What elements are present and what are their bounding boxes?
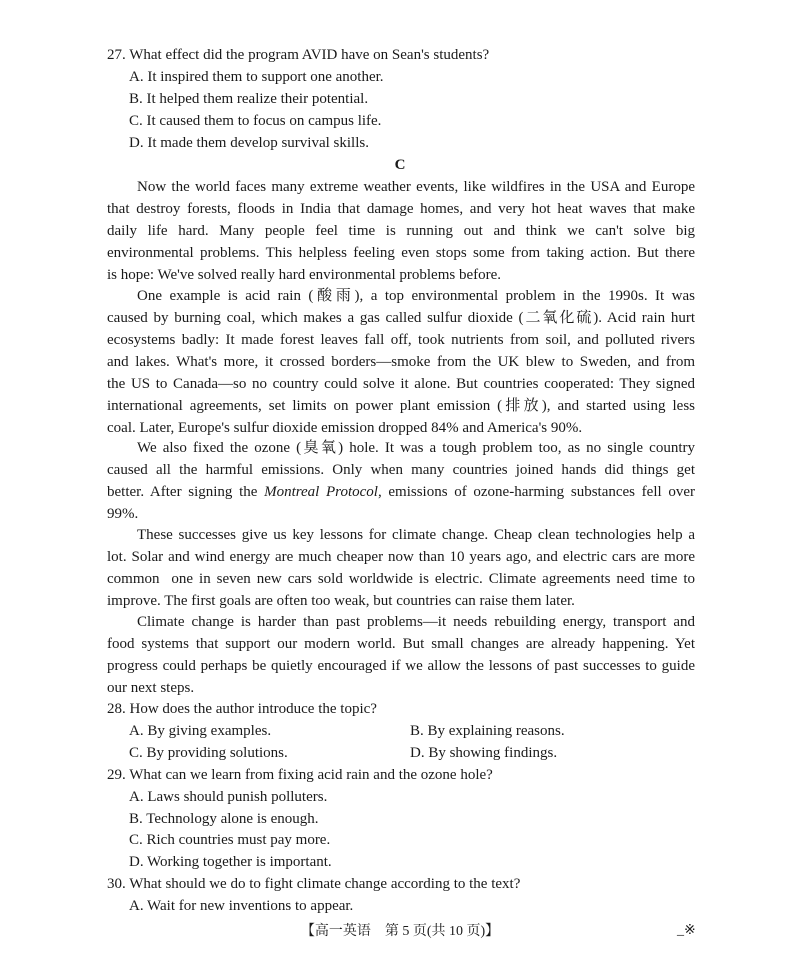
passage-line: lot. Solar and wind energy are much cheaper now than 10 years ago, and electric cars are more bbox=[107, 549, 695, 565]
protocol-name: Montreal Protocol bbox=[264, 484, 378, 500]
question-28: 28. How does the author introduce the topic? bbox=[107, 701, 377, 717]
passage-line: ecosystems badly: It made forest leaves fall off, took nutrients from soil, and polluted rivers bbox=[107, 332, 695, 348]
passage-line: Now the world faces many extreme weather events, like wildfires in the USA and Europe bbox=[137, 179, 695, 195]
q29-option-c: C. Rich countries must pay more. bbox=[129, 832, 331, 848]
passage-line: These successes give us key lessons for climate change. Cheap clean technologies help a bbox=[137, 527, 695, 543]
q29-option-a: A. Laws should punish polluters. bbox=[129, 789, 328, 805]
passage-line: caused by burning coal, which makes a gas called sulfur dioxide (二氧化硫). Acid rain hurt bbox=[107, 310, 695, 326]
passage-line: 99%. bbox=[107, 506, 139, 522]
passage-line: international agreements, set limits on power plant emission (排放), and started using less bbox=[107, 398, 695, 414]
passage-line: progress could perhaps be quietly encouraged if we allow the lessons of past successes to guide bbox=[107, 658, 695, 674]
passage-line: Climate change is harder than past problems—it needs rebuilding energy, transport and bbox=[137, 614, 695, 630]
passage-line: common one in seven new cars sold worldwide is electric. Climate agreements need time to bbox=[107, 571, 695, 587]
passage-text: better. After signing the bbox=[107, 484, 265, 500]
passage-line: daily life hard. Many people feel time is running out and think we can't solve big bbox=[107, 223, 695, 239]
passage-line: One example is acid rain (酸雨), a top environmental problem in the 1990s. It was bbox=[137, 288, 695, 304]
question-27: 27. What effect did the program AVID have on Sean's students? bbox=[107, 47, 490, 63]
passage-line: the US to Canada—so no country could solve it alone. But countries cooperated: They signed bbox=[107, 376, 695, 392]
q27-option-a: A. It inspired them to support one another. bbox=[129, 69, 384, 85]
passage-line: is hope: We've solved really hard environmental problems before. bbox=[107, 267, 502, 283]
question-29: 29. What can we learn from fixing acid rain and the ozone hole? bbox=[107, 767, 493, 783]
passage-line bbox=[107, 482, 695, 502]
passage-line: and lakes. What's more, it crossed borders—smoke from the UK blew to Sweden, and from bbox=[107, 354, 695, 370]
passage-line: caused all the harmful emissions. Only when many countries joined hands did things get bbox=[107, 462, 695, 478]
passage-line: that destroy forests, floods in India that damage homes, and very hot heat waves that make bbox=[107, 201, 695, 217]
passage-line: improve. The first goals are often too weak, but countries can raise them later. bbox=[107, 593, 575, 609]
passage-line: We also fixed the ozone (臭氧) hole. It was a tough problem too, as no single country bbox=[137, 440, 695, 456]
passage-text: , emissions of ozone-harming substances fell over bbox=[377, 484, 695, 500]
passage-line: food systems that support our modern world. But small changes are already happening. Yet bbox=[107, 636, 695, 652]
q27-option-c: C. It caused them to focus on campus life. bbox=[129, 113, 382, 129]
q27-option-d: D. It made them develop survival skills. bbox=[129, 135, 369, 151]
passage-line: environmental problems. This helpless feeling even stops some from taking action. But there bbox=[107, 245, 695, 261]
q29-option-d: D. Working together is important. bbox=[129, 854, 332, 870]
passage-line: our next steps. bbox=[107, 680, 195, 696]
page-footer: 【高一英语 第 5 页(共 10 页)】 bbox=[300, 924, 500, 939]
q28-option-b: B. By explaining reasons. bbox=[410, 723, 565, 739]
question-30: 30. What should we do to fight climate change according to the text? bbox=[107, 876, 521, 892]
passage-line: coal. Later, Europe's sulfur dioxide emission dropped 84% and America's 90%. bbox=[107, 420, 583, 436]
q29-option-b: B. Technology alone is enough. bbox=[129, 811, 319, 827]
q28-option-a: A. By giving examples. bbox=[129, 723, 272, 739]
q30-option-a: A. Wait for new inventions to appear. bbox=[129, 898, 354, 914]
q28-option-d: D. By showing findings. bbox=[410, 745, 558, 761]
q28-option-c: C. By providing solutions. bbox=[129, 745, 288, 761]
section-heading: C bbox=[394, 157, 406, 173]
q27-option-b: B. It helped them realize their potential. bbox=[129, 91, 369, 107]
corner-mark: _※ bbox=[677, 923, 696, 938]
